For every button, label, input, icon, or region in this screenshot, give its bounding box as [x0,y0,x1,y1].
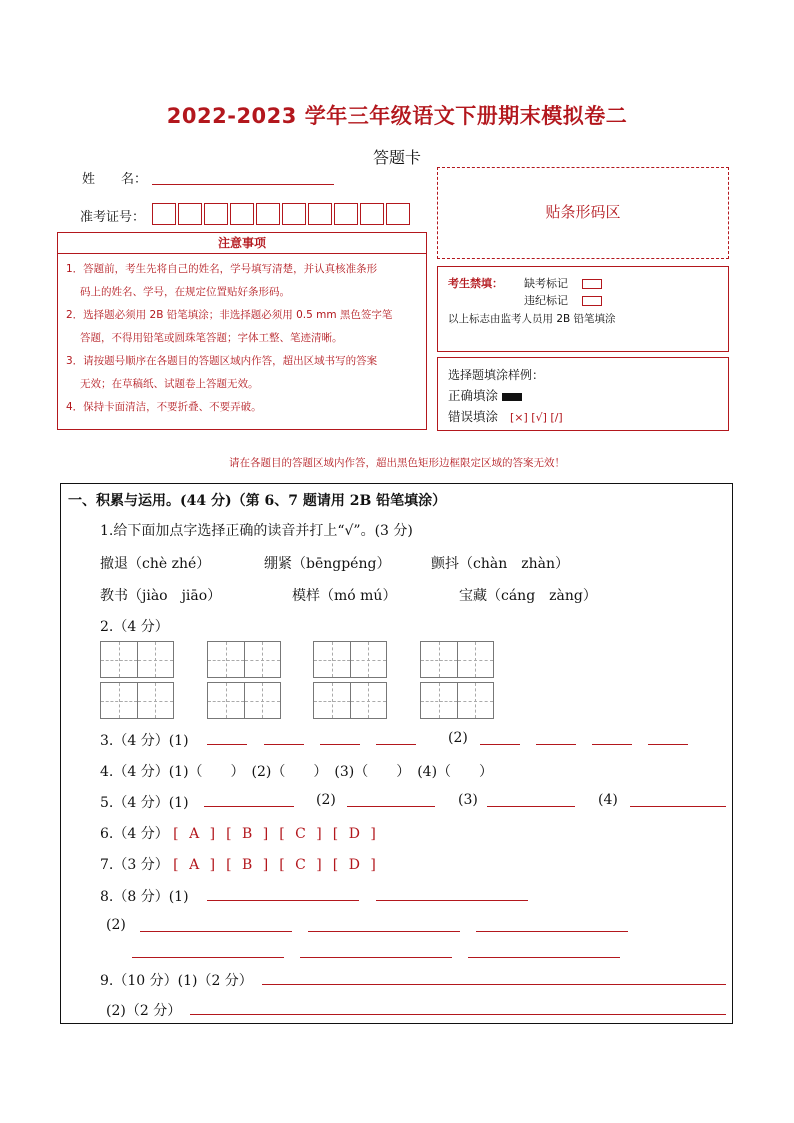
notice-box [57,232,427,430]
answer-blank[interactable] [347,792,435,807]
q1-word[interactable]: 颤抖（chàn zhàn） [431,556,569,572]
sample-heading: 选择题填涂样例： [448,368,545,382]
option-c[interactable]: [ C ] [279,857,325,873]
absent-checkbox[interactable] [582,279,602,289]
answer-blank[interactable] [376,886,528,901]
option-a[interactable]: [ A ] [173,857,219,873]
answer-blank[interactable] [376,730,416,745]
warning-text: 请在各题目的答题区域内作答，超出黑色矩形边框限定区域的答案无效！ [229,457,565,469]
violation-checkbox[interactable] [582,296,602,306]
notice-item: 无效；在草稿纸、试题卷上答题无效。 [80,378,259,390]
option-d[interactable]: [ D ] [332,857,379,873]
answer-blank[interactable] [132,943,284,958]
notice-item: 1．答题前，考生先将自己的姓名，学号填写清楚，并认真核准条形 [66,263,378,275]
q1-word[interactable]: 教书（jiào jiāo） [100,588,222,604]
answer-blank[interactable] [320,730,360,745]
correct-sample: 正确填涂 [448,386,522,404]
answer-blank[interactable] [140,917,292,932]
question-9: 9.（10 分）(1)（2 分） [100,973,253,989]
notice-heading: 注意事项 [58,233,426,254]
answer-blank[interactable] [480,730,520,745]
answer-blank[interactable] [468,943,620,958]
notice-item: 2．选择题必须用 2B 铅笔填涂；非选择题必须用 0.5 mm 黑色签字笔 [66,309,393,321]
notice-item: 4．保持卡面清洁，不要折叠、不要弄破。 [66,401,262,413]
barcode-area [437,167,729,259]
violation-mark-row[interactable] [524,292,602,308]
id-digit-box[interactable] [334,203,358,225]
writing-grid[interactable] [207,682,281,719]
option-c[interactable]: [ C ] [279,826,325,842]
q1-word[interactable]: 模样（mó mú） [292,588,397,604]
writing-grid[interactable] [420,682,494,719]
answer-blank[interactable] [630,792,726,807]
filled-mark-icon [502,393,522,401]
question-7: 7.（3 分） [ A ] [ B ] [ C ] [ D ] [100,857,379,873]
absent-label: 缺考标记 [524,277,568,290]
option-a[interactable]: [ A ] [173,826,219,842]
writing-grid[interactable] [100,682,174,719]
wrong-marks: [×] [√] [/] [510,411,563,424]
q9-part2-label: (2)（2 分） [106,1003,182,1019]
answer-card-title: 答题卡 [372,148,421,167]
violation-label: 违纪标记 [524,294,568,307]
q1-word[interactable]: 撤退（chè zhé） [100,556,211,572]
answer-blank[interactable] [264,730,304,745]
answer-blank[interactable] [262,970,726,985]
id-digit-box[interactable] [308,203,332,225]
q3-part2-label: (2) [448,730,468,746]
absent-mark-row[interactable] [524,275,602,291]
notice-item: 码上的姓名、学号，在规定位置贴好条形码。 [80,286,290,298]
id-digit-box[interactable] [256,203,280,225]
writing-grid[interactable] [313,682,387,719]
id-digit-box[interactable] [152,203,176,225]
answer-blank[interactable] [487,792,575,807]
id-label: 准考证号： [80,210,146,225]
q5-part4-label: (4) [598,792,618,808]
id-digit-box[interactable] [204,203,228,225]
notice-item: 3．请按题号顺序在各题目的答题区域内作答，超出区域书写的答案 [66,355,378,367]
notice-item: 答题，不得用铅笔或圆珠笔答题；字体工整、笔迹清晰。 [80,332,343,344]
option-b[interactable]: [ B ] [226,857,272,873]
q5-part2-label: (2) [316,792,336,808]
question-6: 6.（4 分） [ A ] [ B ] [ C ] [ D ] [100,826,379,842]
id-digit-box[interactable] [230,203,254,225]
answer-blank[interactable] [536,730,576,745]
writing-grid[interactable] [100,641,174,678]
barcode-label: 贴条形码区 [545,203,621,221]
examinee-box [437,266,729,352]
answer-blank[interactable] [308,917,460,932]
wrong-sample: 错误填涂 [×] [√] [/] [448,409,563,424]
question-8: 8.（8 分）(1) [100,889,189,905]
q8-part2-label: (2) [106,917,126,933]
section-heading: 一、积累与运用。(44 分)（第 6、7 题请用 2B 铅笔填涂） [68,493,447,509]
examinee-label: 考生禁填： [448,277,503,290]
name-field[interactable] [152,168,334,185]
question-1: 1.给下面加点字选择正确的读音并打上“√”。(3 分) [100,523,413,539]
question-3: 3.（4 分）(1) [100,733,189,749]
q5-part3-label: (3) [458,792,478,808]
answer-blank[interactable] [204,792,294,807]
answer-blank[interactable] [190,1000,726,1015]
question-5: 5.（4 分）(1) [100,795,189,811]
question-4[interactable]: 4.（4 分）(1)（ ） (2)（ ） (3)（ ） (4)（ ） [100,764,494,780]
writing-grid[interactable] [207,641,281,678]
answer-blank[interactable] [207,730,247,745]
option-b[interactable]: [ B ] [226,826,272,842]
sample-box [437,357,729,431]
examinee-note: 以上标志由监考人员用 2B 铅笔填涂 [448,313,616,325]
answer-blank[interactable] [648,730,688,745]
answer-blank[interactable] [207,886,359,901]
id-digit-box[interactable] [360,203,384,225]
name-label: 姓 名： [82,172,148,187]
writing-grid[interactable] [313,641,387,678]
id-digit-box[interactable] [282,203,306,225]
id-number-boxes[interactable] [152,203,412,225]
option-d[interactable]: [ D ] [332,826,379,842]
id-digit-box[interactable] [178,203,202,225]
writing-grid[interactable] [420,641,494,678]
answer-blank[interactable] [300,943,452,958]
question-2: 2.（4 分） [100,619,169,635]
answer-blank[interactable] [592,730,632,745]
q1-word[interactable]: 宝藏（cáng zàng） [459,588,597,604]
answer-blank[interactable] [476,917,628,932]
page-title: 2022-2023 学年三年级语文下册期末模拟卷二 [166,104,628,128]
id-digit-box[interactable] [386,203,410,225]
q1-word[interactable]: 绷紧（bēngpéng） [264,556,391,572]
